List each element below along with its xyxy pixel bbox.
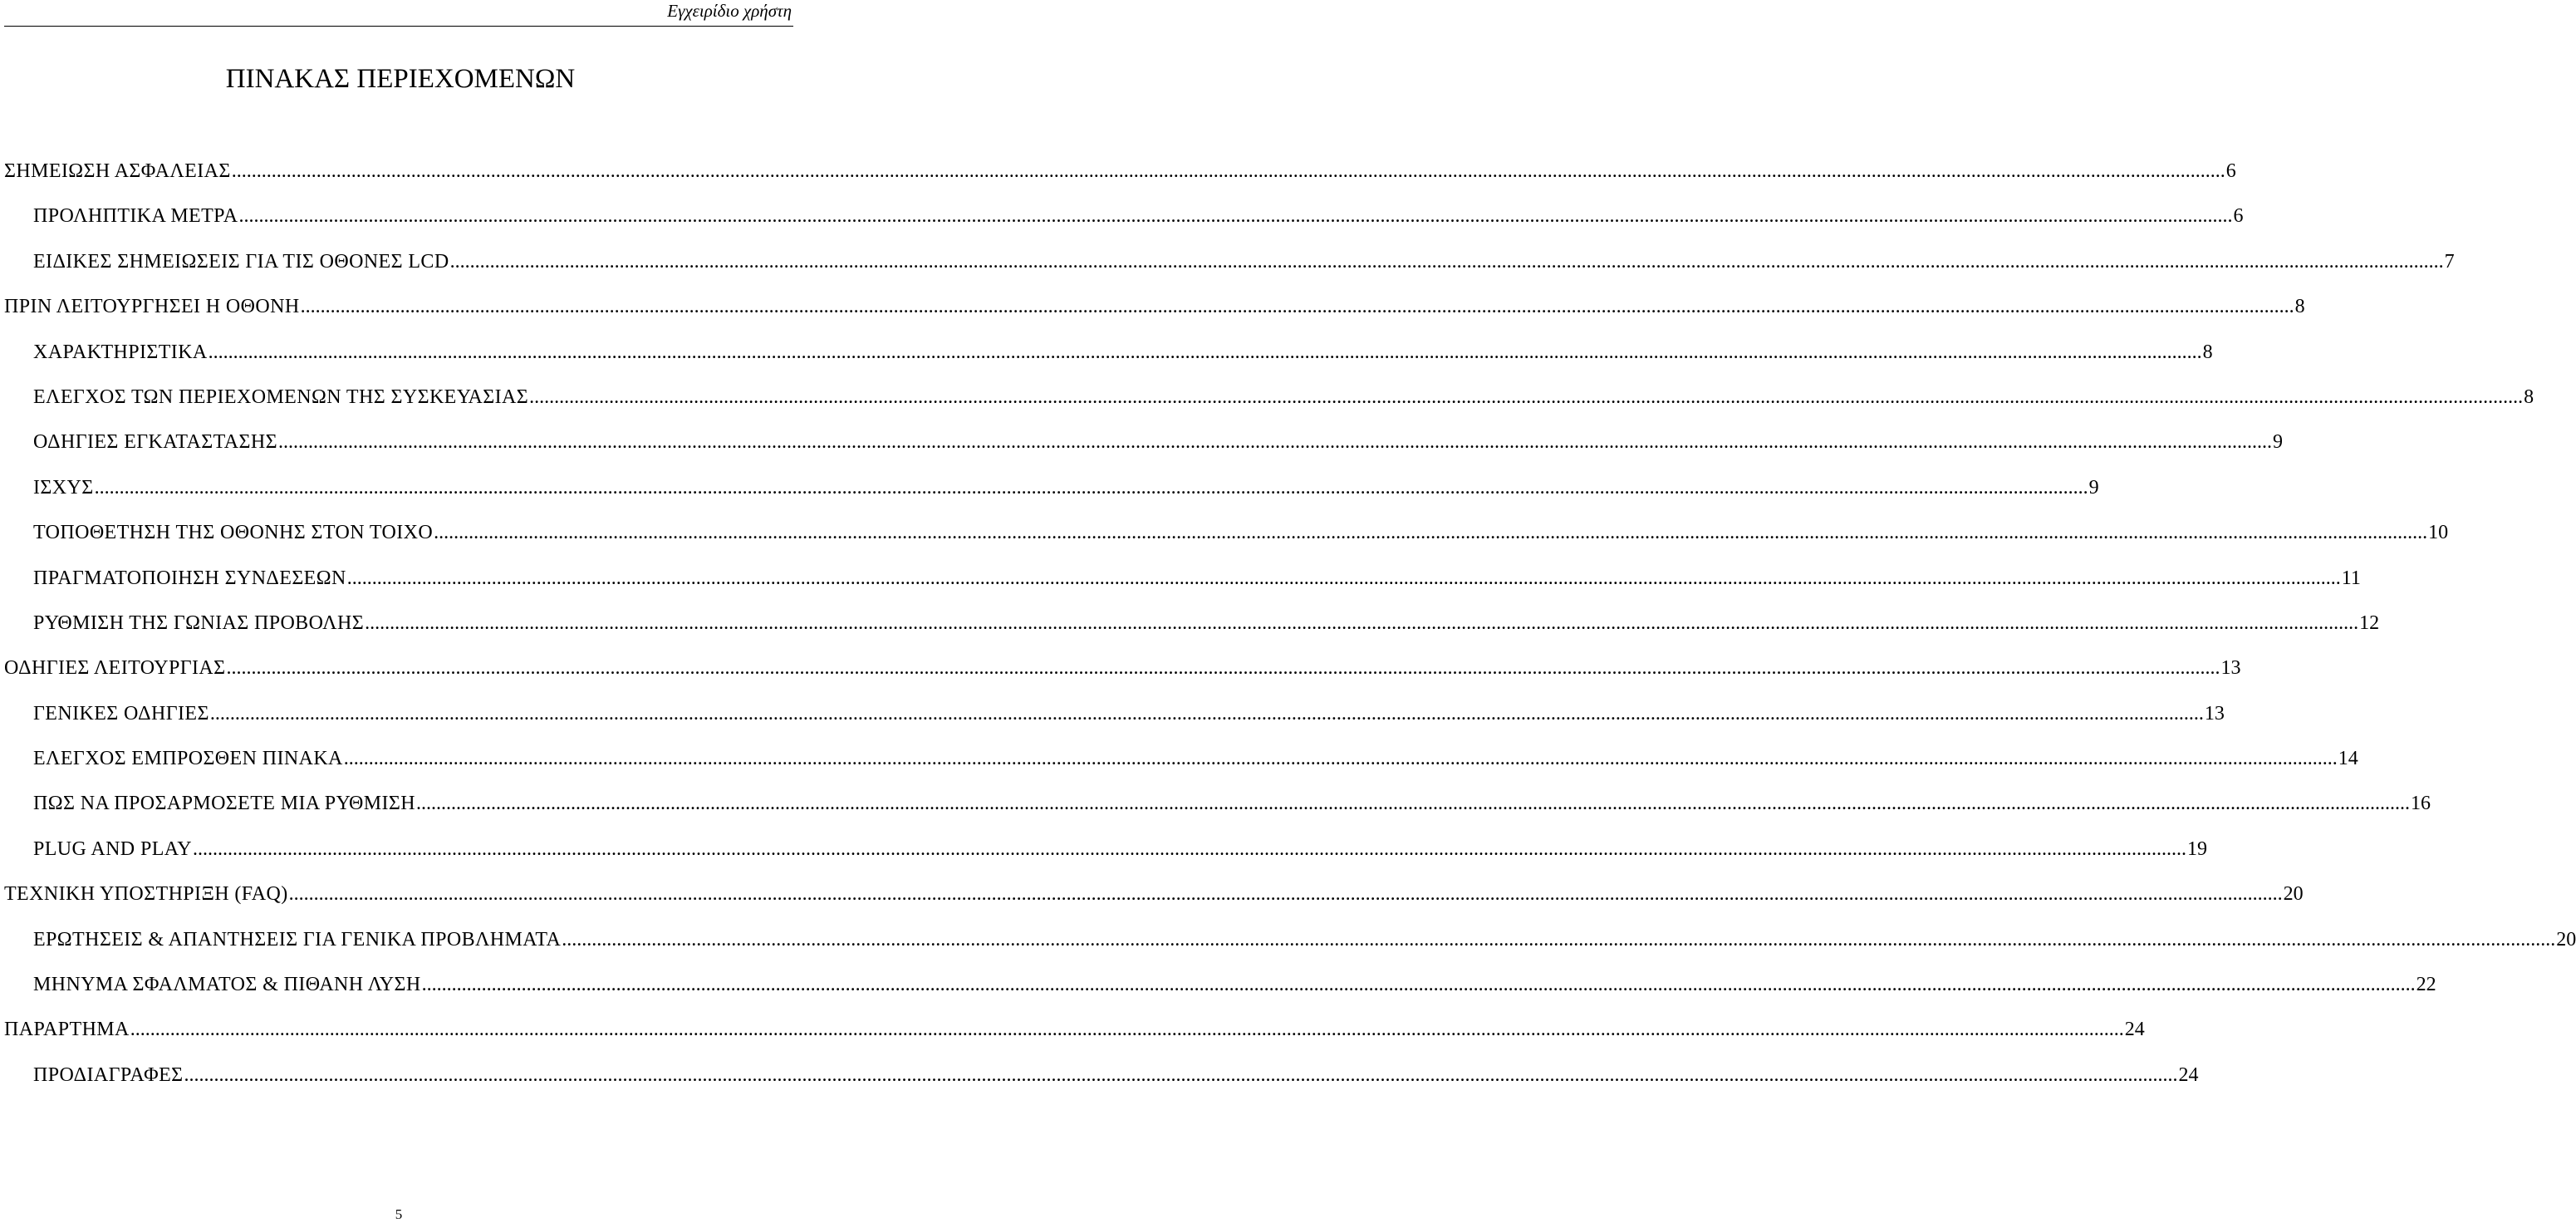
- page-number: 5: [395, 1206, 403, 1222]
- toc-entry[interactable]: [0, 1016, 2145, 1061]
- toc-dot-leader: ................................................................................................................................................................................................................................................................................................................................................................................................................: [184, 1063, 2178, 1086]
- toc-entry-title: ΟΔΗΓΙΕΣ ΕΓΚΑΤΑΣΤΑΣΗΣ: [33, 429, 278, 455]
- toc-entry-page: 13: [2204, 700, 2225, 727]
- toc-entry[interactable]: [0, 293, 2305, 338]
- toc-entry-title: ΙΣΧΥΣ: [33, 474, 95, 501]
- toc-entry-page: 20: [2283, 881, 2304, 907]
- toc-entry-page: 24: [2178, 1062, 2199, 1088]
- toc-entry-title: ΠΡΟΛΗΠΤΙΚΑ ΜΕΤΡΑ: [33, 203, 238, 229]
- running-header: Εγχειρίδιο χρήστη: [667, 1, 792, 21]
- toc-entry[interactable]: [0, 519, 2449, 564]
- toc-dot-leader: ................................................................................................................................................................................................................................................................................................................................................................................................................: [94, 476, 2088, 499]
- toc-entry-title: ΕΙΔΙΚΕΣ ΣΗΜΕΙΩΣΕΙΣ ΓΙΑ ΤΙΣ ΟΘΟΝΕΣ LCD: [33, 248, 450, 275]
- toc-dot-leader: ................................................................................................................................................................................................................................................................................................................................................................................................................: [300, 296, 2294, 318]
- toc-dot-leader: ................................................................................................................................................................................................................................................................................................................................................................................................................: [226, 657, 2220, 680]
- toc-dot-leader: ................................................................................................................................................................................................................................................................................................................................................................................................................: [529, 386, 2524, 408]
- toc-entry[interactable]: [0, 700, 2225, 745]
- toc-entry-page: 14: [2338, 745, 2358, 772]
- toc-entry[interactable]: [0, 474, 2099, 519]
- toc-entry[interactable]: [0, 926, 2576, 971]
- toc-entry[interactable]: [0, 158, 2236, 203]
- toc-dot-leader: ................................................................................................................................................................................................................................................................................................................................................................................................................: [193, 837, 2187, 860]
- toc-title: [0, 61, 797, 97]
- toc-entry-page: 24: [2124, 1016, 2145, 1043]
- toc-dot-leader: ................................................................................................................................................................................................................................................................................................................................................................................................................: [346, 567, 2341, 589]
- toc-list: [0, 158, 2576, 1107]
- toc-entry-title: ΕΡΩΤΗΣΕΙΣ & ΑΠΑΝΤΗΣΕΙΣ ΓΙΑ ΓΕΝΙΚΑ ΠΡΟΒΛΗΜΑΤΑ: [33, 926, 562, 953]
- header-rule: [4, 26, 793, 27]
- toc-entry[interactable]: [0, 655, 2241, 700]
- toc-title-text: ΠΙΝΑΚΑΣ ΠΕΡΙΕΧΟΜΕΝΩΝ: [225, 64, 576, 94]
- toc-dot-leader: ................................................................................................................................................................................................................................................................................................................................................................................................................: [434, 522, 2428, 544]
- toc-entry[interactable]: [0, 790, 2431, 835]
- toc-entry-title: ΓΕΝΙΚΕΣ ΟΔΗΓΙΕΣ: [33, 700, 210, 727]
- toc-entry-title: ΟΔΗΓΙΕΣ ΛΕΙΤΟΥΡΓΙΑΣ: [4, 655, 227, 681]
- toc-entry-title: ΧΑΡΑΚΤΗΡΙΣΤΙΚΑ: [33, 339, 209, 366]
- toc-entry-title: ΡΥΘΜΙΣΗ ΤΗΣ ΓΩΝΙΑΣ ΠΡΟΒΟΛΗΣ: [33, 610, 365, 636]
- toc-entry[interactable]: [0, 384, 2534, 429]
- toc-dot-leader: ................................................................................................................................................................................................................................................................................................................................................................................................................: [238, 205, 2233, 228]
- toc-entry-page: 20: [2555, 926, 2576, 953]
- toc-entry[interactable]: [0, 881, 2304, 926]
- toc-entry-title: ΜΗΝΥΜΑ ΣΦΑΛΜΑΤΟΣ & ΠΙΘΑΝΗ ΛΥΣΗ: [33, 971, 422, 998]
- toc-entry-page: 9: [2272, 429, 2283, 455]
- toc-entry[interactable]: [0, 745, 2358, 790]
- toc-entry-title: ΠΡΑΓΜΑΤΟΠΟΙΗΣΗ ΣΥΝΔΕΣΕΩΝ: [33, 565, 347, 592]
- toc-entry-title: ΠΡΙΝ ΛΕΙΤΟΥΡΓΗΣΕΙ Η ΟΘΟΝΗ: [4, 293, 301, 320]
- toc-entry-page: 9: [2088, 474, 2099, 501]
- toc-entry[interactable]: [0, 565, 2361, 610]
- toc-entry-page: 16: [2410, 790, 2431, 817]
- toc-dot-leader: ................................................................................................................................................................................................................................................................................................................................................................................................................: [365, 612, 2359, 634]
- toc-entry[interactable]: [0, 429, 2283, 474]
- toc-dot-leader: ................................................................................................................................................................................................................................................................................................................................................................................................................: [277, 431, 2272, 454]
- toc-entry-page: 13: [2220, 655, 2241, 681]
- toc-entry[interactable]: [0, 971, 2436, 1016]
- toc-entry-page: 22: [2416, 971, 2436, 998]
- toc-dot-leader: ................................................................................................................................................................................................................................................................................................................................................................................................................: [421, 974, 2416, 996]
- toc-dot-leader: ................................................................................................................................................................................................................................................................................................................................................................................................................: [130, 1019, 2124, 1041]
- toc-entry-title: ΤΕΧΝΙΚΗ ΥΠΟΣΤΗΡΙΞΗ (FAQ): [4, 881, 289, 907]
- toc-entry-page: 11: [2341, 565, 2361, 592]
- toc-dot-leader: ................................................................................................................................................................................................................................................................................................................................................................................................................: [288, 883, 2283, 906]
- toc-dot-leader: ................................................................................................................................................................................................................................................................................................................................................................................................................: [562, 928, 2556, 950]
- toc-entry[interactable]: [0, 339, 2213, 384]
- toc-entry-title: PLUG AND PLAY: [33, 836, 193, 862]
- toc-entry[interactable]: [0, 203, 2244, 248]
- toc-entry-title: ΠΡΟΔΙΑΓΡΑΦΕΣ: [33, 1062, 184, 1088]
- toc-dot-leader: ................................................................................................................................................................................................................................................................................................................................................................................................................: [449, 250, 2444, 273]
- toc-entry-page: 8: [2294, 293, 2305, 320]
- toc-entry-title: ΣΗΜΕΙΩΣΗ ΑΣΦΑΛΕΙΑΣ: [4, 158, 232, 184]
- toc-entry[interactable]: [0, 1062, 2199, 1107]
- toc-entry-page: 8: [2202, 339, 2213, 366]
- toc-entry[interactable]: [0, 610, 2380, 655]
- toc-entry-page: 10: [2427, 519, 2448, 546]
- toc-entry-page: 19: [2186, 836, 2207, 862]
- toc-entry-title: ΠΩΣ ΝΑ ΠΡΟΣΑΡΜΟΣΕΤΕ ΜΙΑ ΡΥΘΜΙΣΗ: [33, 790, 416, 817]
- toc-entry[interactable]: [0, 836, 2208, 881]
- toc-entry-title: ΕΛΕΓΧΟΣ ΕΜΠΡΟΣΘΕΝ ΠΙΝΑΚΑ: [33, 745, 344, 772]
- toc-entry-page: 7: [2444, 248, 2455, 275]
- toc-entry-title: ΤΟΠΟΘΕΤΗΣΗ ΤΗΣ ΟΘΟΝΗΣ ΣΤΟΝ ΤΟΙΧΟ: [33, 519, 434, 546]
- toc-dot-leader: ................................................................................................................................................................................................................................................................................................................................................................................................................: [208, 341, 2202, 363]
- toc-entry-page: 12: [2358, 610, 2379, 636]
- toc-dot-leader: ................................................................................................................................................................................................................................................................................................................................................................................................................: [343, 748, 2338, 770]
- toc-entry-title: ΠΑΡΑΡΤΗΜΑ: [4, 1016, 130, 1043]
- toc-entry-page: 6: [2225, 158, 2236, 184]
- toc-dot-leader: ................................................................................................................................................................................................................................................................................................................................................................................................................: [209, 702, 2204, 724]
- toc-entry-page: 8: [2523, 384, 2534, 410]
- toc-dot-leader: ................................................................................................................................................................................................................................................................................................................................................................................................................: [416, 793, 2411, 815]
- toc-entry-page: 6: [2232, 203, 2243, 229]
- toc-entry[interactable]: [0, 248, 2455, 293]
- toc-dot-leader: ................................................................................................................................................................................................................................................................................................................................................................................................................: [231, 160, 2225, 182]
- toc-entry-title: ΕΛΕΓΧΟΣ ΤΩΝ ΠΕΡΙΕΧΟΜΕΝΩΝ ΤΗΣ ΣΥΣΚΕΥΑΣΙΑΣ: [33, 384, 529, 410]
